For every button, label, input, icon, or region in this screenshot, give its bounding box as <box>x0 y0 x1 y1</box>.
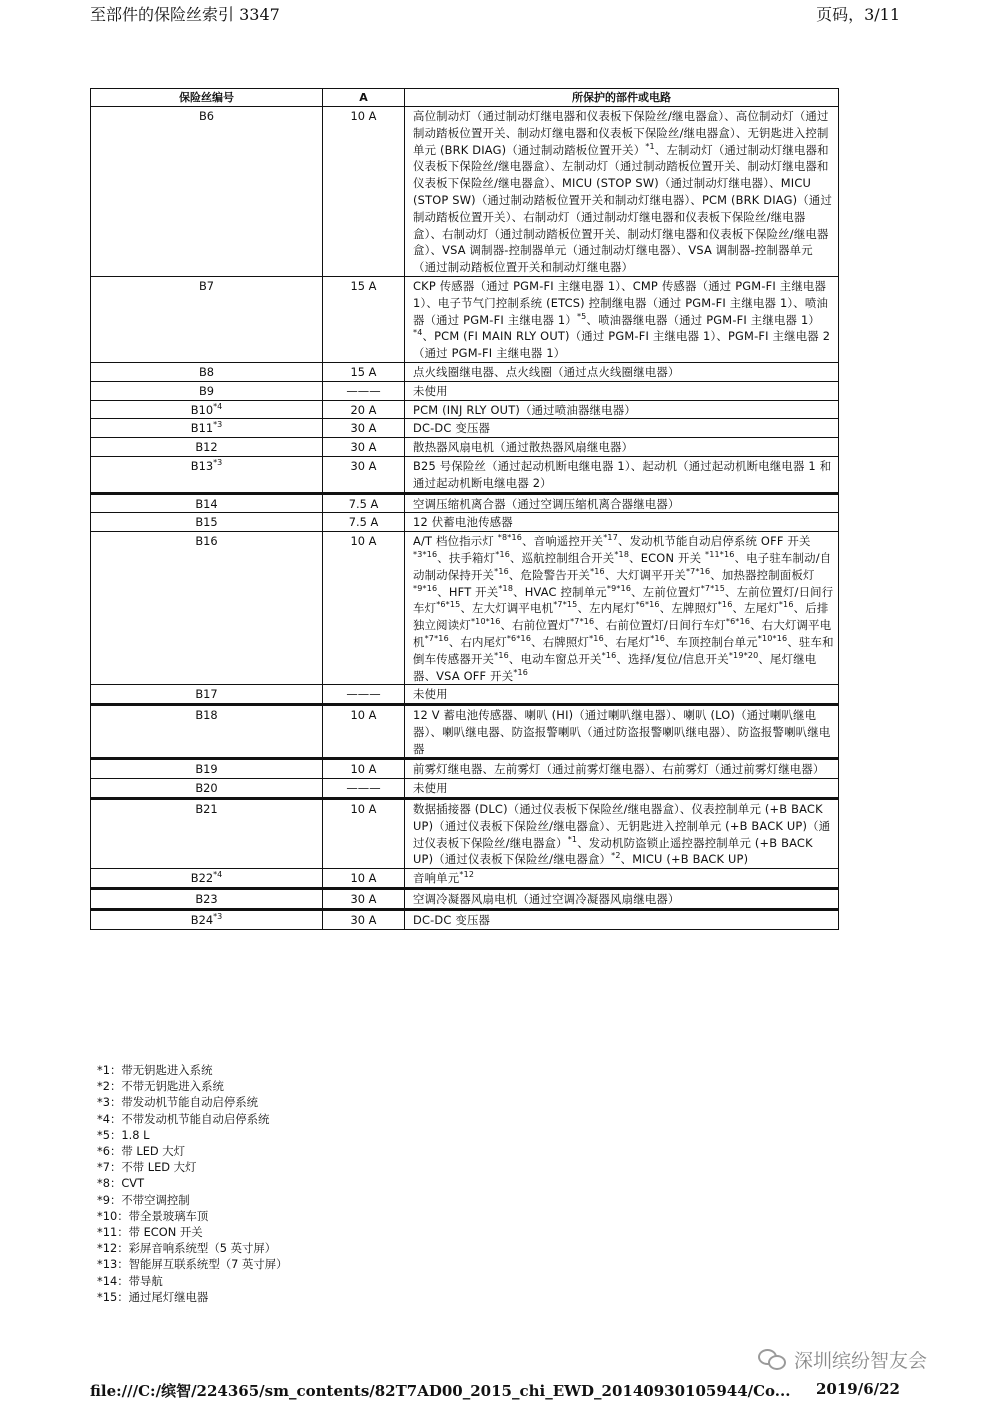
footnote-item: *5：1.8 L <box>97 1127 150 1142</box>
fuse-number-cell: B11$^{*3}$ <box>91 419 323 438</box>
protected-circuit-cell: 高位制动灯（通过制动灯继电器和仪表板下保险丝/继电器盒）、高位制动灯（通过制动踏板位置开关、制动灯继电器和仪表板下保险丝/继电器盒）、无钥匙进入控制单元 (BRK DIAG)（通过制动踏板位置开关）$^{*1}$、左制动灯（通过制动灯继电器和仪表板下保险丝/继电器盒）、左制动灯（通过制动踏板位置开关、制动灯继电器和仪表板下保险丝/继电器盒）、MICU (STOP SW)（通过制动灯继电器）、MICU (STOP SW)（通过制动踏板位置开关和制动灯继电器）、PCM (BRK DIAG)（通过制动踏板位置开关）、右制动灯（通过制动灯继电器和仪表板下保险丝/继电器盒）、右制动灯（通过制动踏板位置开关、制动灯继电器和仪表板下保险丝/继电器盒）、VSA 调制器-控制器单元（通过制动灯继电器）、VSA 调制器-控制器单元（通过制动踏板位置开关和制动灯继电器） <box>405 107 839 277</box>
column-header-circuit: 所保护的部件或电路 <box>405 89 839 107</box>
footnote-item: *13：智能屏互联系统型（7 英寸屏） <box>97 1257 288 1272</box>
table-row <box>91 438 839 457</box>
table-row <box>91 532 839 685</box>
fuse-number-cell: B17 <box>91 685 323 705</box>
amperage-cell: 30 A <box>323 438 405 457</box>
amperage-cell: ——— <box>323 381 405 400</box>
table-row <box>91 107 839 277</box>
footnote-item: *3：带发动机节能自动启停系统 <box>97 1095 259 1110</box>
table-header-row <box>91 89 839 107</box>
footnote-item: *12：彩屏音响系统型（5 英寸屏） <box>97 1241 277 1256</box>
table-row <box>91 456 839 493</box>
protected-circuit-cell: 数据插接器 (DLC)（通过仪表板下保险丝/继电器盒）、仪表控制单元 (+B BACK UP)（通过仪表板下保险丝/继电器盒）、无钥匙进入控制单元 (+B BACK UP)（通过仪表板下保险丝/继电器盒）$^{*1}$、发动机防盗锁止遥控器控制单元 (+B BACK UP)（通过仪表板下保险丝/继电器盒）$^{*2}$、MICU (+B BACK UP) <box>405 799 839 869</box>
protected-circuit-cell: 空调压缩机离合器（通过空调压缩机离合器继电器） <box>405 493 839 513</box>
page-number: 页码，3/11 <box>816 5 900 24</box>
page-footer <box>90 1380 900 1402</box>
protected-circuit-cell: PCM (INJ RLY OUT)（通过喷油器继电器） <box>405 400 839 419</box>
table-row <box>91 705 839 759</box>
amperage-cell: 10 A <box>323 869 405 889</box>
table-row <box>91 513 839 532</box>
protected-circuit-cell: CKP 传感器（通过 PGM-FI 主继电器 1）、CMP 传感器（通过 PGM-FI 主继电器 1）、电子节气门控制系统 (ETCS) 控制继电器（通过 PGM-FI 主继电器 1）、喷油器（通过 PGM-FI 主继电器 1）$^{*5}$、喷油器继电器（通过 PGM-FI 主继电器 1）$^{*4}$、PCM (FI MAIN RLY OUT)（通过 PGM-FI 主继电器 1）、PGM-FI 主继电器 2（通过 PGM-FI 主继电器 1） <box>405 276 839 362</box>
table-row <box>91 381 839 400</box>
amperage-cell: 15 A <box>323 276 405 362</box>
protected-circuit-cell: 未使用 <box>405 381 839 400</box>
footnote-item: *7：不带 LED 大灯 <box>97 1160 197 1175</box>
footnote-item: *11：带 ECON 开关 <box>97 1225 203 1240</box>
protected-circuit-cell: 点火线圈继电器、点火线圈（通过点火线圈继电器） <box>405 362 839 381</box>
page-title: 至部件的保险丝索引 3347 <box>90 5 280 24</box>
amperage-cell: 30 A <box>323 419 405 438</box>
protected-circuit-cell: 未使用 <box>405 779 839 799</box>
footnote-item: *1：带无钥匙进入系统 <box>97 1063 213 1077</box>
fuse-number-cell: B13$^{*3}$ <box>91 456 323 493</box>
fuse-number-cell: B10$^{*4}$ <box>91 400 323 419</box>
fuse-number-cell: B6 <box>91 107 323 277</box>
table-row <box>91 909 839 929</box>
footnote-item: *9：不带空调控制 <box>97 1192 190 1207</box>
footnote-item: *10：带全景玻璃车顶 <box>97 1208 209 1223</box>
protected-circuit-cell: 12 伏蓄电池传感器 <box>405 513 839 532</box>
wechat-icon <box>758 1348 788 1370</box>
table-row <box>91 493 839 513</box>
amperage-cell: 10 A <box>323 705 405 759</box>
amperage-cell: 15 A <box>323 362 405 381</box>
footnote-item: *2：不带无钥匙进入系统 <box>97 1079 224 1094</box>
fuse-number-cell: B14 <box>91 493 323 513</box>
watermark-text: 深圳缤纷智友会 <box>794 1349 928 1372</box>
amperage-cell: 30 A <box>323 909 405 929</box>
protected-circuit-cell: A/T 档位指示灯 $^{*8*16}$、音响遥控开关$^{*17}$、发动机节能自动启停系统 OFF 开关$^{*3*16}$、扶手箱灯$^{*16}$、巡航控制组合开关$^{*18}$、ECON 开关 $^{*11*16}$、电子驻车制动/自动制动保持开关$^{*16}$、危险警告开关$^{*16}$、大灯调平开关$^{*7*16}$、加热器控制面板灯$^{*9*16}$、HFT 开关$^{*18}$、HVAC 控制单元$^{*9*16}$、左前位置灯$^{*7*15}$、左前位置灯/日间行车灯$^{*6*15}$、左大灯调平电机$^{*7*15}$、左内尾灯$^{*6*16}$、左牌照灯$^{*16}$、左尾灯$^{*16}$、后排独立阅读灯$^{*10*16}$、右前位置灯$^{*7*16}$、右前位置灯/日间行车灯$^{*6*16}$、右大灯调平电机$^{*7*16}$、右内尾灯$^{*6*16}$、右牌照灯$^{*16}$、右尾灯$^{*16}$、车顶控制台单元$^{*10*16}$、驻车和倒车传感器开关$^{*16}$、电动车窗总开关$^{*16}$、选择/复位/信息开关$^{*19*20}$、尾灯继电器、VSA OFF 开关$^{*16}$ <box>405 532 839 685</box>
protected-circuit-cell: 未使用 <box>405 685 839 705</box>
watermark <box>758 1346 927 1372</box>
fuse-number-cell: B24$^{*3}$ <box>91 909 323 929</box>
table-row <box>91 869 839 889</box>
footnote-item: *8：CVT <box>97 1176 145 1191</box>
fuse-number-cell: B18 <box>91 705 323 759</box>
table-row <box>91 362 839 381</box>
protected-circuit-cell: 空调冷凝器风扇电机（通过空调冷凝器风扇继电器） <box>405 889 839 910</box>
fuse-number-cell: B19 <box>91 759 323 779</box>
fuse-number-cell: B12 <box>91 438 323 457</box>
table-row <box>91 779 839 799</box>
amperage-cell: 30 A <box>323 456 405 493</box>
protected-circuit-cell: 散热器风扇电机（通过散热器风扇继电器） <box>405 438 839 457</box>
amperage-cell: 7.5 A <box>323 513 405 532</box>
table-row <box>91 889 839 910</box>
protected-circuit-cell: DC-DC 变压器 <box>405 909 839 929</box>
file-path: file:///C:/缤智/224365/sm_contents/82T7AD00_2015_chi_EWD_20140930105944/Co... <box>90 1382 791 1400</box>
footnotes <box>97 1062 497 1305</box>
fuse-number-cell: B20 <box>91 779 323 799</box>
fuse-number-cell: B15 <box>91 513 323 532</box>
amperage-cell: 10 A <box>323 759 405 779</box>
footnote-item: *4：不带发动机节能自动启停系统 <box>97 1111 270 1126</box>
fuse-number-cell: B22$^{*4}$ <box>91 869 323 889</box>
fuse-number-cell: B23 <box>91 889 323 910</box>
table-row <box>91 400 839 419</box>
amperage-cell: 10 A <box>323 799 405 869</box>
table-row <box>91 685 839 705</box>
page-header <box>90 2 900 28</box>
column-header-amp: A <box>323 89 405 107</box>
protected-circuit-cell: 前雾灯继电器、左前雾灯（通过前雾灯继电器）、右前雾灯（通过前雾灯继电器） <box>405 759 839 779</box>
amperage-cell: 10 A <box>323 107 405 277</box>
table-row <box>91 759 839 779</box>
footnote-item: *15：通过尾灯继电器 <box>97 1289 209 1304</box>
print-date: 2019/6/22 <box>815 1380 900 1398</box>
fuse-table <box>90 88 839 930</box>
protected-circuit-cell: 音响单元$^{*12}$ <box>405 869 839 889</box>
footnote-item: *6：带 LED 大灯 <box>97 1144 186 1159</box>
amperage-cell: ——— <box>323 779 405 799</box>
table-row <box>91 419 839 438</box>
table-row <box>91 799 839 869</box>
table-row <box>91 276 839 362</box>
table-body <box>91 107 839 930</box>
fuse-number-cell: B8 <box>91 362 323 381</box>
protected-circuit-cell: 12 V 蓄电池传感器、喇叭 (HI)（通过喇叭继电器）、喇叭 (LO)（通过喇叭继电器）、喇叭继电器、防盗报警喇叭（通过防盗报警喇叭继电器）、防盗报警喇叭继电器 <box>405 705 839 759</box>
fuse-number-cell: B21 <box>91 799 323 869</box>
amperage-cell: 7.5 A <box>323 493 405 513</box>
amperage-cell: 20 A <box>323 400 405 419</box>
amperage-cell: ——— <box>323 685 405 705</box>
fuse-number-cell: B7 <box>91 276 323 362</box>
fuse-number-cell: B16 <box>91 532 323 685</box>
footnote-item: *14：带导航 <box>97 1273 163 1288</box>
column-header-fuse: 保险丝编号 <box>91 89 323 107</box>
fuse-number-cell: B9 <box>91 381 323 400</box>
amperage-cell: 10 A <box>323 532 405 685</box>
protected-circuit-cell: B25 号保险丝（通过起动机断电继电器 1）、起动机（通过起动机断电继电器 1 和通过起动机断电继电器 2） <box>405 456 839 493</box>
protected-circuit-cell: DC-DC 变压器 <box>405 419 839 438</box>
amperage-cell: 30 A <box>323 889 405 910</box>
